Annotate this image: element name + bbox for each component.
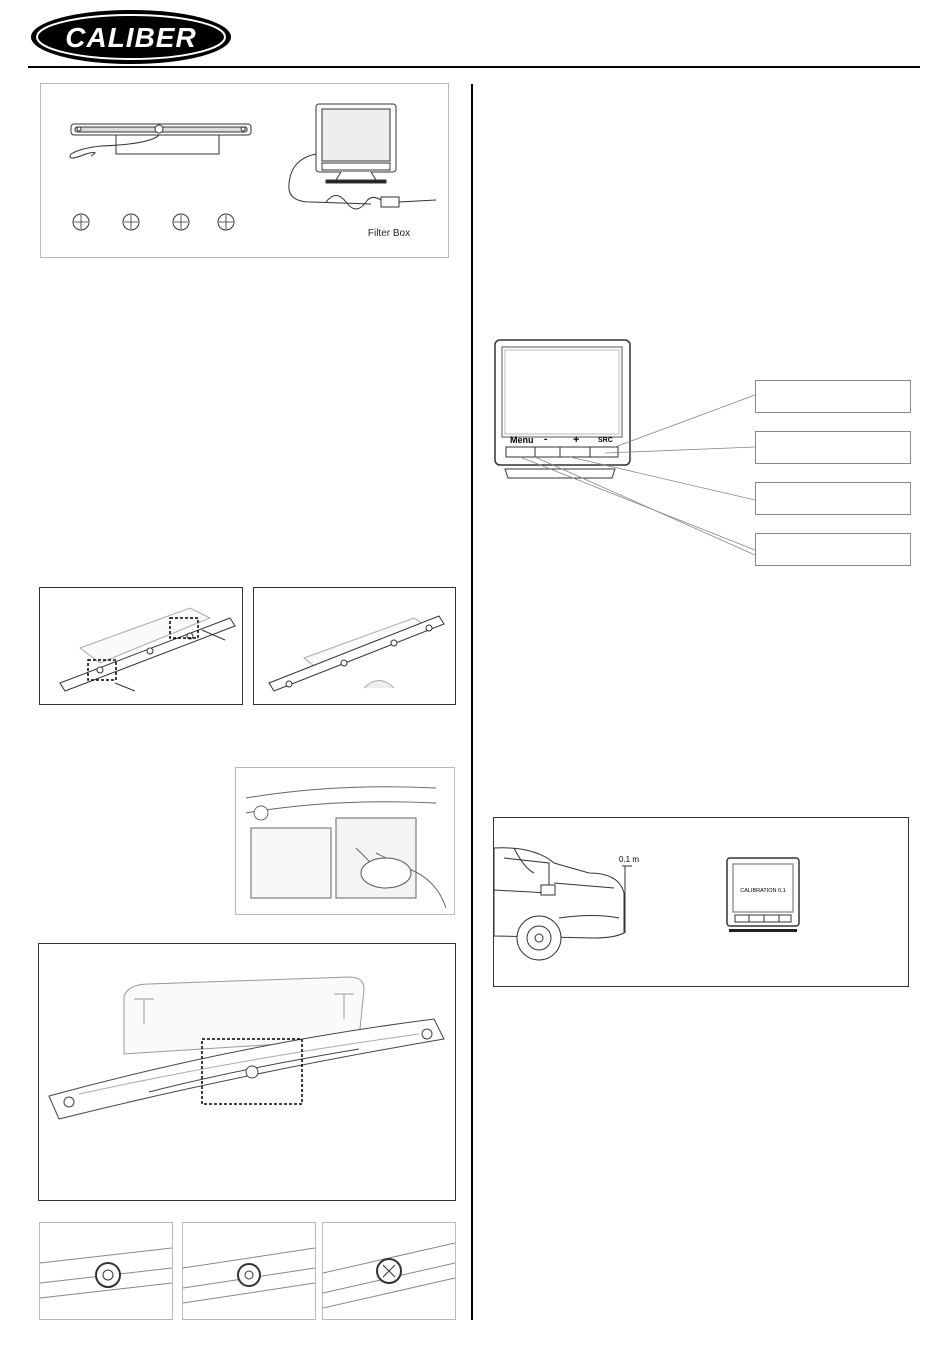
- mounting-screws: [73, 214, 234, 230]
- camera-closeup-3: [322, 1222, 456, 1320]
- caliber-logo: [28, 6, 238, 68]
- callout-box-1: [755, 380, 911, 413]
- camera-closeup-1: [39, 1222, 173, 1320]
- package-contents-figure: [40, 83, 449, 258]
- filter-box-label: Filter Box: [367, 228, 411, 239]
- calibration-figure: [493, 817, 909, 987]
- license-plate-camera-bar: [70, 124, 251, 158]
- column-divider: [471, 84, 473, 1320]
- callout-box-4: [755, 533, 911, 566]
- calibration-screen-text: CALIBRATION 0.1: [740, 888, 786, 894]
- calibration-monitor: [727, 858, 799, 932]
- logo-text: CALIBER: [65, 22, 197, 53]
- monitor-controls-diagram: [490, 335, 920, 570]
- menu-button-label: Menu: [510, 435, 534, 445]
- camera-bar-large-figure: [38, 943, 456, 1201]
- src-button-label: SRC: [598, 437, 613, 444]
- callout-box-3: [755, 482, 911, 515]
- bar-assembly-figure-right: [253, 587, 456, 705]
- plus-button-label: +: [573, 434, 580, 446]
- header-rule: [28, 66, 920, 68]
- bar-assembly-figure-left: [39, 587, 243, 705]
- distance-label: 0.1 m: [619, 855, 640, 864]
- installation-photo: [235, 767, 455, 915]
- callout-box-2: [755, 431, 911, 464]
- minus-button-label: -: [544, 434, 548, 445]
- header: [0, 0, 950, 70]
- car-rear-illustration: [494, 848, 624, 960]
- monitor-illustration: [289, 104, 436, 209]
- camera-closeup-2: [182, 1222, 316, 1320]
